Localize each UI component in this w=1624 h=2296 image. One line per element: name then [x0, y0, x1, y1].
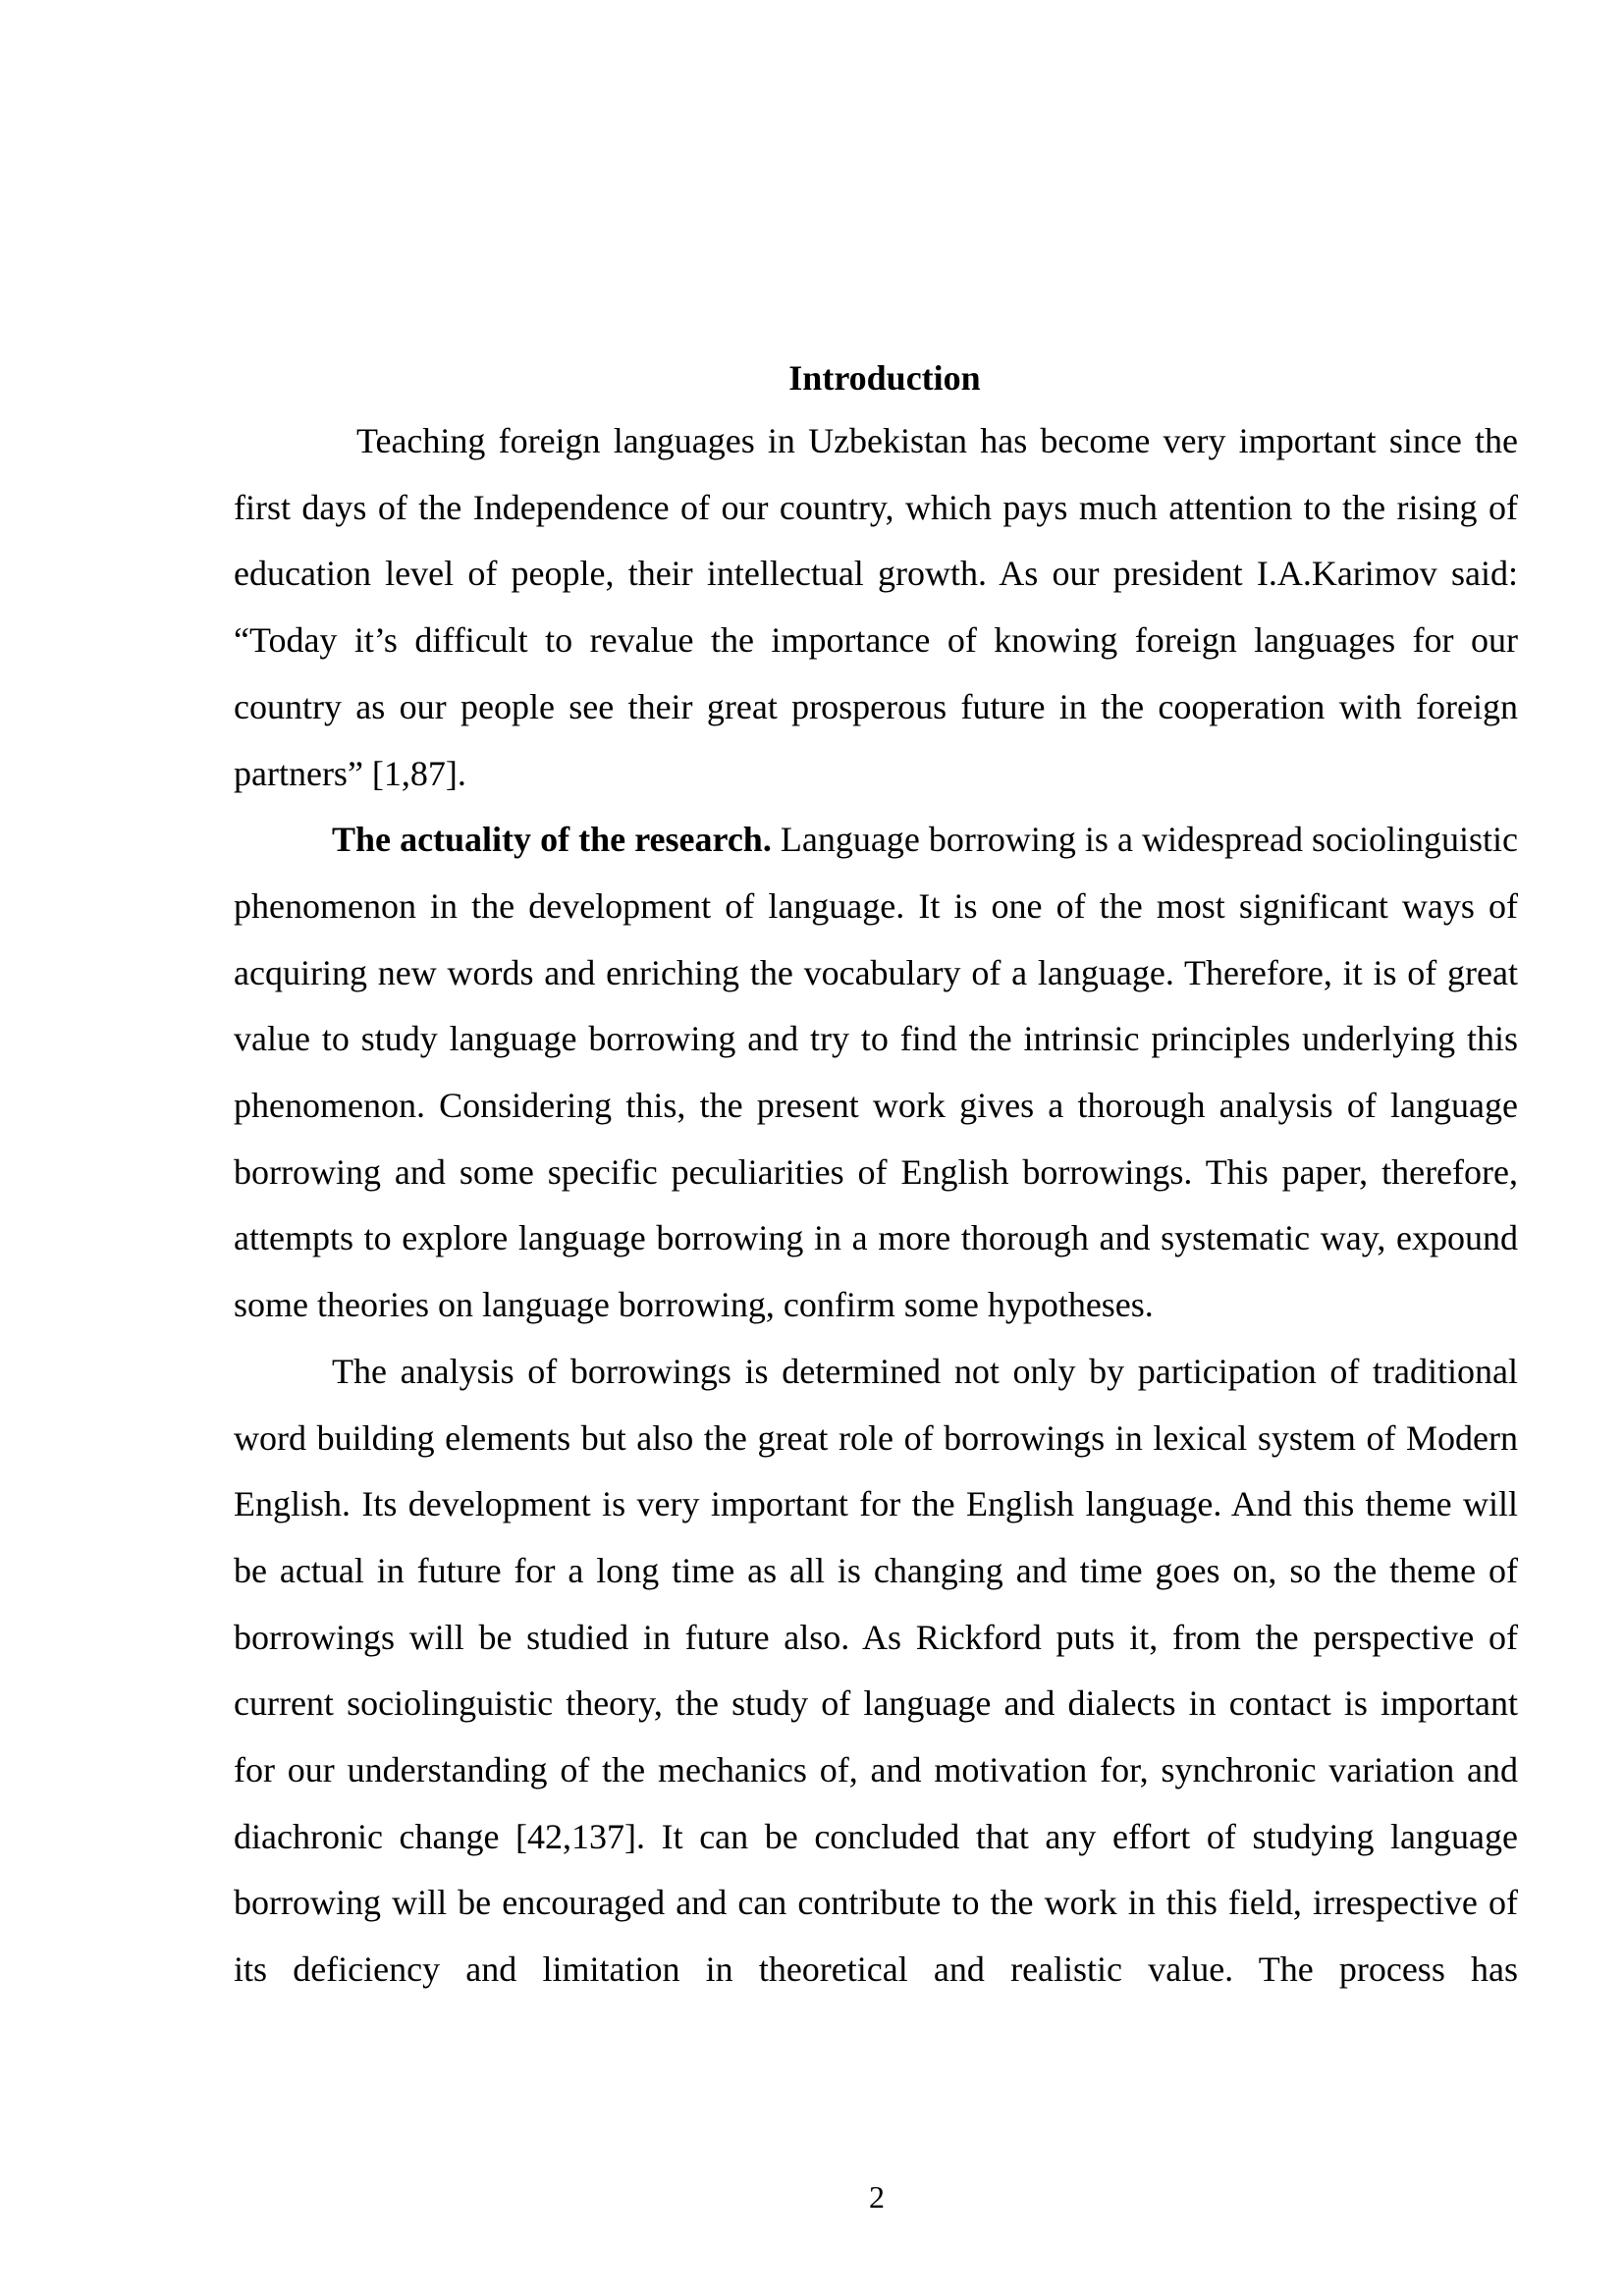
- paragraph-intro: [234, 408, 1518, 807]
- page-number: 2: [869, 2179, 885, 2215]
- paragraph-lead-heading: The actuality of the research.: [332, 820, 772, 860]
- paragraph-text: Language borrowing is a widespread sociolinguistic phenomenon in the development of language. It is one of the most significant ways of acquiring new words and enriching the vocabulary of a language. Therefore, it is of great value to study language borrowing and try to find the intrinsic principles underlying this phenomenon. Considering this, the present work gives a thorough analysis of language borrowing and some specific peculiarities of English borrowings. This paper, therefore, attempts to explore language borrowing in a more thorough and systematic way, expound some theories on language borrowing, confirm some hypotheses.: [234, 820, 1518, 1325]
- paragraph-text: The analysis of borrowings is determined not only by participation of traditional word building elements but also the great role of borrowings in lexical system of Modern English. Its development is very important for the English language. And this theme will be actual in future for a long time as all is changing and time goes on, so the theme of borrowings will be studied in future also. As Rickford puts it, from the perspective of current sociolinguistic theory, the study of language and dialects in contact is important for our understanding of the mechanics of, and motivation for, synchronic variation and diachronic change [42,137]. It can be concluded that any effort of studying language borrowing will be encouraged and can contribute to the work in this field, irrespective of its deficiency and limitation in theoretical and realistic value. The process has: [234, 1351, 1518, 1990]
- page-body: [234, 350, 1518, 2003]
- section-title: Introduction: [788, 358, 981, 398]
- paragraph-actuality: [234, 807, 1518, 1339]
- paragraph-analysis: [234, 1339, 1518, 2003]
- paragraph-text: Teaching foreign languages in Uzbekistan has become very important since the first days of the Independence of our country, which pays much attention to the rising of education level of people, their intellectual growth. As our president I.A.Karimov said: “Today it’s difficult to revalue the importance of knowing foreign languages for our country as our people see their great prosperous future in the cooperation with foreign partners” [1,87].: [234, 421, 1518, 793]
